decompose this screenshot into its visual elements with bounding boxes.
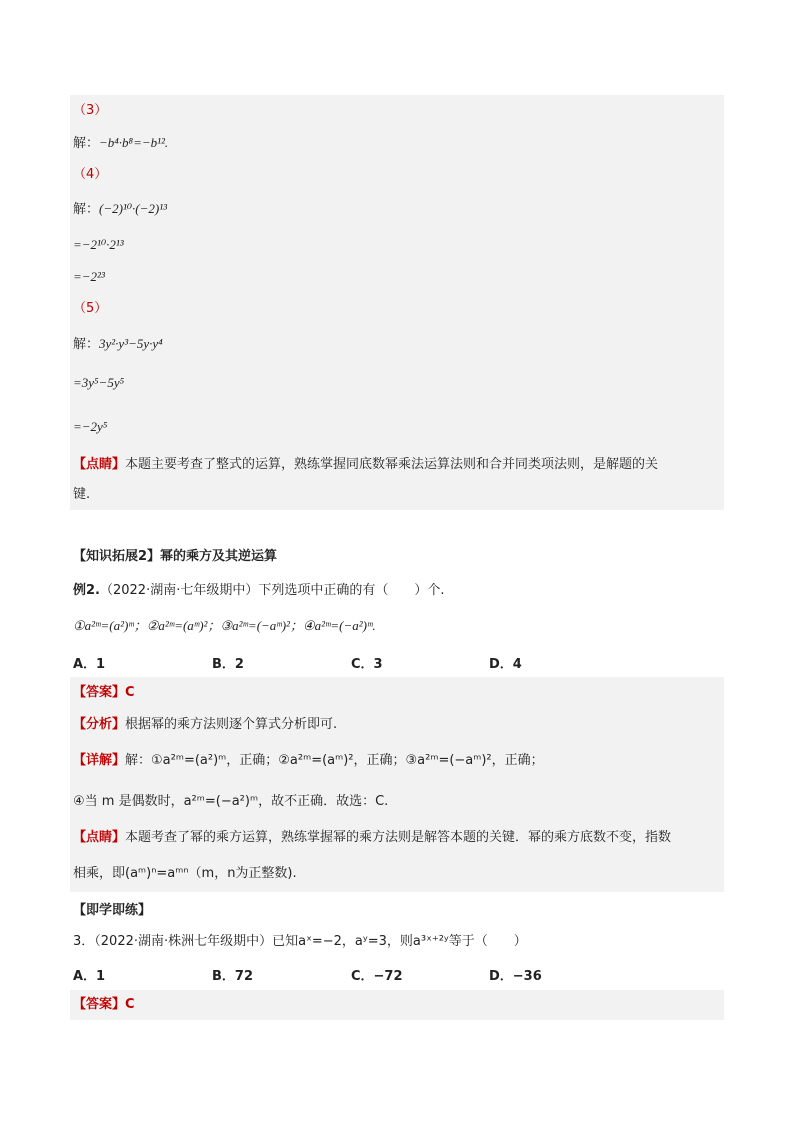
- answer-block: [70, 677, 724, 892]
- solution-block: [70, 95, 724, 510]
- s5-line1: 解：3y²·y³−5y·y⁴: [73, 336, 163, 351]
- question-3-option-d: D．−36: [489, 969, 542, 984]
- dianjing2-line2: 相乘，即(aᵐ)ⁿ=aᵐⁿ（m，n为正整数).: [73, 866, 297, 881]
- answer-2: 【答案】C: [73, 997, 135, 1012]
- s4-label: （4）: [73, 167, 108, 182]
- example-2-items: ①a²ᵐ=(a²)ᵐ；②a²ᵐ=(aᵐ)²；③a²ᵐ=(−aᵐ)²；④a²ᵐ=(−a²)ᵐ.: [73, 618, 376, 633]
- practice-heading: 【即学即练】: [73, 903, 152, 918]
- s4-line3: =−2²³: [73, 269, 105, 284]
- question-3-option-a: A．1: [73, 969, 106, 984]
- question-3: 3．（2022·湖南·株洲七年级期中）已知aˣ=−2，aʸ=3，则a³ˣ⁺²ʸ等于（ ）: [73, 934, 527, 949]
- detailed-solution-line1: 【详解】解：①a²ᵐ=(a²)ᵐ，正确；②a²ᵐ=(aᵐ)²，正确；③a²ᵐ=(−aᵐ)²，正确；: [73, 753, 544, 768]
- knowledge-extension-2-heading: 【知识拓展2】幂的乘方及其逆运算: [73, 549, 278, 564]
- example-2-option-c: C．3: [351, 657, 383, 672]
- s5-label: （5）: [73, 301, 108, 316]
- s4-line2: =−2¹⁰·2¹³: [73, 237, 124, 252]
- example-2-option-b: B．2: [212, 657, 244, 672]
- s3-label: （3）: [73, 103, 108, 118]
- dianjing1-line2: 键.: [73, 487, 91, 502]
- dianjing1-line1: 【点睛】本题主要考查了整式的运算，熟练掌握同底数幂乘法运算法则和合并同类项法则，是解题的关: [73, 457, 659, 472]
- s5-line3: =−2y⁵: [73, 419, 108, 434]
- detailed-solution-line2: ④当 m 是偶数时，a²ᵐ=(−a²)ᵐ，故不正确．故选：C.: [73, 794, 389, 809]
- example-2-option-d: D．4: [489, 657, 522, 672]
- s3-expr: 解：−b⁴·b⁸=−b¹².: [73, 135, 169, 150]
- s5-line2: =3y⁵−5y⁵: [73, 375, 125, 390]
- question-3-option-c: C．−72: [351, 969, 403, 984]
- dianjing2-line1: 【点睛】本题考查了幂的乘方运算，熟练掌握幂的乘方法则是解答本题的关键．幂的乘方底数不变，指数: [73, 830, 672, 845]
- analysis: 【分析】根据幂的乘方法则逐个算式分析即可.: [73, 717, 338, 732]
- answer-2-block: [70, 990, 724, 1020]
- s4-line1: 解：(−2)¹⁰·(−2)¹³: [73, 201, 168, 216]
- question-3-option-b: B．72: [212, 969, 253, 984]
- answer-1: 【答案】C: [73, 685, 135, 700]
- example-2-option-a: A．1: [73, 657, 106, 672]
- example-2-question: 例2.（2022·湖南·七年级期中）下列选项中正确的有（ ）个.: [73, 583, 445, 598]
